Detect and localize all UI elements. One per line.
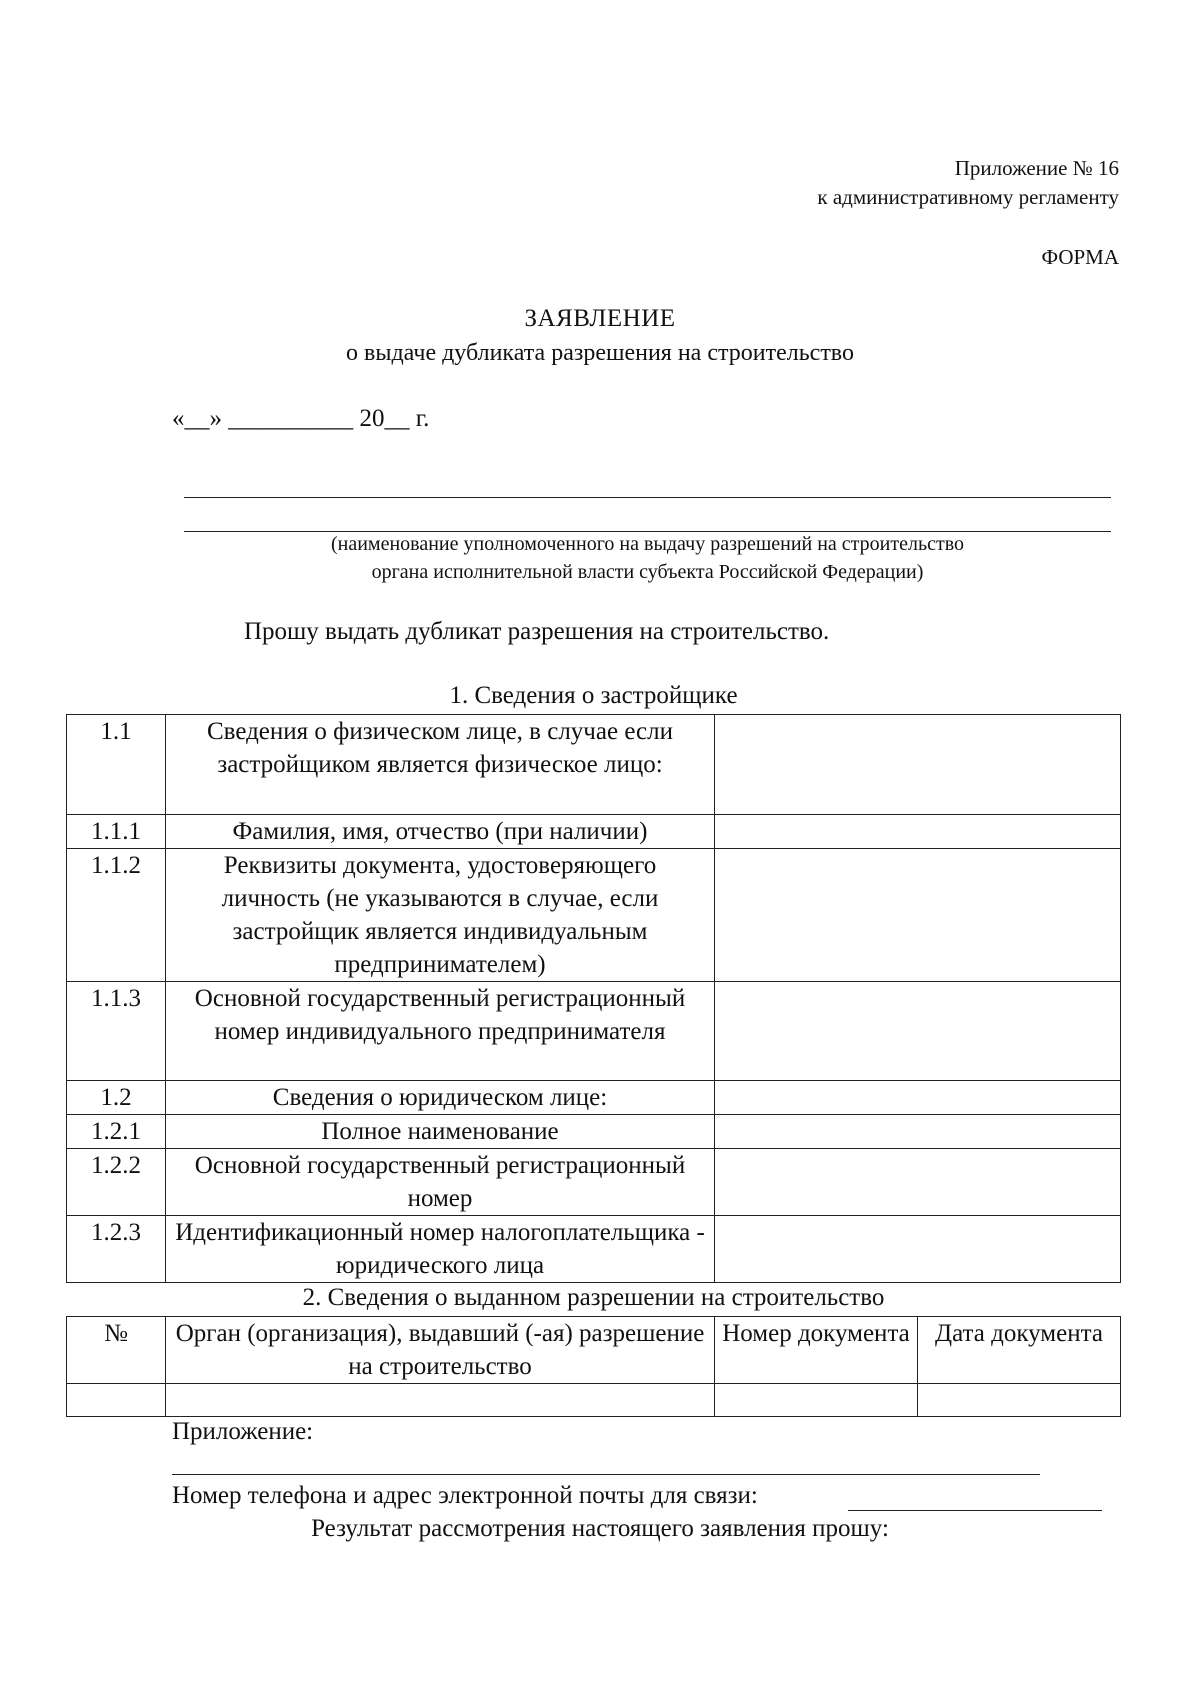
attachment-line [172, 1474, 1040, 1475]
header-issuing-authority: Орган (организация), выдавший (-ая) разрешение на строительство [166, 1317, 715, 1384]
row-label: Фамилия, имя, отчество (при наличии) [166, 815, 715, 849]
table-row [67, 849, 1121, 982]
cell-number[interactable] [67, 1384, 166, 1417]
table-row [67, 1115, 1121, 1149]
appendix-number: Приложение № 16 [954, 156, 1119, 180]
row-value-cell[interactable] [715, 1115, 1121, 1149]
table-row [67, 815, 1121, 849]
developer-info-table [66, 714, 1121, 1283]
row-label: Реквизиты документа, удостоверяющего личность (не указываются в случае, если застройщик является индивидуальным предпринимателем) [166, 849, 715, 982]
table-row [67, 715, 1121, 815]
row-value-cell[interactable] [715, 1081, 1121, 1115]
organ-name-line-2 [184, 531, 1111, 532]
row-number: 1.2.2 [67, 1149, 166, 1216]
row-value-cell[interactable] [715, 1216, 1121, 1283]
row-value-cell[interactable] [715, 715, 1121, 815]
organ-name-line-1 [184, 497, 1111, 498]
row-value-cell[interactable] [715, 982, 1121, 1081]
cell-document-date[interactable] [918, 1384, 1121, 1417]
row-number: 1.1.3 [67, 982, 166, 1081]
row-label: Основной государственный регистрационный номер индивидуального предпринимателя [166, 982, 715, 1081]
table-row [67, 1384, 1121, 1417]
row-number: 1.1 [67, 715, 166, 815]
table-row [67, 1081, 1121, 1115]
date-line: «__» __________ 20__ г. [172, 405, 430, 432]
header-number: № [67, 1317, 166, 1384]
table-row [67, 1149, 1121, 1216]
phone-email-label: Номер телефона и адрес электронной почты для связи: [172, 1482, 758, 1509]
header-document-date: Дата документа [918, 1317, 1121, 1384]
table-row [67, 982, 1121, 1081]
row-number: 1.1.1 [67, 815, 166, 849]
cell-issuing-authority[interactable] [166, 1384, 715, 1417]
organ-caption-line-1: (наименование уполномоченного на выдачу разрешений на строительство [330, 533, 965, 555]
table-header-row [67, 1317, 1121, 1384]
cell-document-number[interactable] [715, 1384, 918, 1417]
permit-info-table [66, 1316, 1121, 1417]
row-value-cell[interactable] [715, 849, 1121, 982]
row-number: 1.2 [67, 1081, 166, 1115]
row-value-cell[interactable] [715, 1149, 1121, 1216]
form-label: ФОРМА [1041, 245, 1119, 269]
row-label: Полное наименование [166, 1115, 715, 1149]
section2-title: 2. Сведения о выданном разрешении на строительство [302, 1284, 885, 1311]
section1-title: 1. Сведения о застройщике [449, 682, 738, 709]
row-label: Сведения о физическом лице, в случае если застройщиком является физическое лицо: [166, 715, 715, 815]
table-row [67, 1216, 1121, 1283]
row-label: Сведения о юридическом лице: [166, 1081, 715, 1115]
document-subtitle: о выдаче дубликата разрешения на строительство [346, 340, 854, 366]
phone-email-line [848, 1510, 1102, 1511]
row-number: 1.1.2 [67, 849, 166, 982]
organ-caption-line-2: органа исполнительной власти субъекта Российской Федерации) [371, 561, 924, 583]
attachment-label: Приложение: [172, 1418, 314, 1445]
request-text: Прошу выдать дубликат разрешения на строительство. [244, 618, 830, 645]
row-label: Идентификационный номер налогоплательщика - юридического лица [166, 1216, 715, 1283]
header-document-number: Номер документа [715, 1317, 918, 1384]
document-title: ЗАЯВЛЕНИЕ [524, 305, 676, 332]
row-number: 1.2.1 [67, 1115, 166, 1149]
row-label: Основной государственный регистрационный номер [166, 1149, 715, 1216]
result-text: Результат рассмотрения настоящего заявления прошу: [311, 1515, 889, 1542]
row-value-cell[interactable] [715, 815, 1121, 849]
row-number: 1.2.3 [67, 1216, 166, 1283]
regulation-reference: к административному регламенту [817, 185, 1119, 209]
